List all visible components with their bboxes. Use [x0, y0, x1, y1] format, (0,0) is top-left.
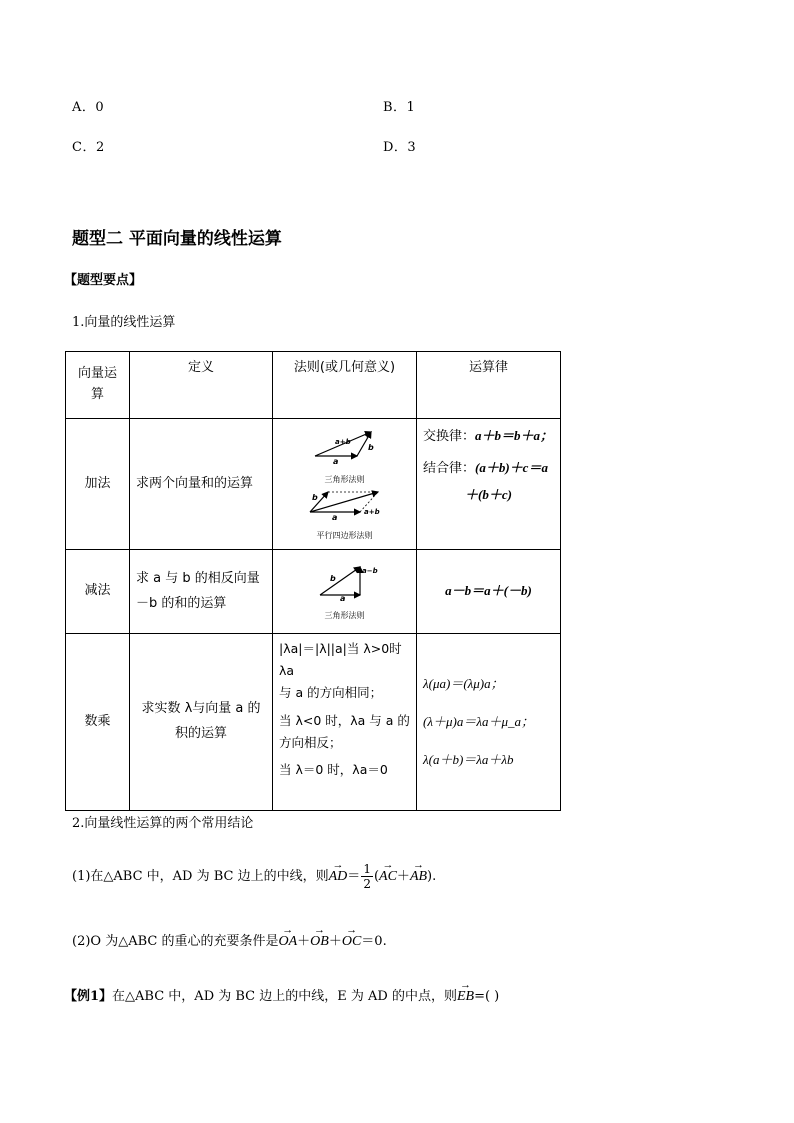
- open-paren: (: [373, 869, 380, 884]
- header-definition: 定义: [130, 352, 273, 419]
- linear-operations-table: [65, 351, 561, 811]
- table-header-row: [66, 352, 561, 419]
- vector-eb: → EB: [457, 989, 474, 1005]
- conclusion-1-text: (1)在△ABC 中，AD 为 BC 边上的中线，则: [72, 869, 329, 884]
- scalar-rule-3: 当 λ<0 时，λa 与 a 的: [279, 712, 410, 728]
- fig3-label-b: b: [329, 573, 336, 583]
- table-row-scalar: [66, 634, 561, 811]
- table-row-subtraction: [66, 550, 561, 634]
- plus-sign: ＋: [396, 869, 410, 884]
- key-points-label: 【题型要点】: [64, 273, 143, 288]
- scalar-laws: [417, 634, 561, 811]
- vector-oc: → OC: [342, 934, 361, 950]
- scalar-rule-5: 当 λ＝0 时，λa＝0: [279, 762, 388, 778]
- vector-ob: → OB: [310, 934, 329, 950]
- fig2-caption: 平行四边形法则: [316, 530, 373, 540]
- option-b: B．1: [383, 100, 416, 115]
- subtraction-definition-2: －b 的和的运算: [136, 595, 227, 611]
- item-1-title: 1.向量的线性运算: [72, 315, 176, 330]
- scalar-definition-1: 求实数 λ与向量 a 的: [141, 701, 261, 717]
- scalar-rule: [273, 634, 417, 811]
- vector-oa: → OA: [278, 934, 297, 950]
- section-title: 题型二 平面向量的线性运算: [72, 229, 282, 249]
- subtraction-definition: [130, 550, 273, 634]
- conclusion-2: [72, 930, 387, 950]
- scalar-law-2: (λ＋μ)a＝λa＋μ_a；: [423, 714, 534, 730]
- vector-ad: → AD: [329, 869, 348, 885]
- associative-law-1: (a＋b)＋c＝a: [475, 460, 548, 476]
- fig1-label-b: b: [367, 443, 374, 453]
- example-label: 【例1】: [64, 989, 113, 1004]
- parallelogram-rule-diagram: [302, 486, 388, 520]
- vector-ac: → AC: [379, 869, 397, 885]
- scalar-name: 数乘: [66, 634, 130, 811]
- fig1-label-sum: a+b: [334, 438, 351, 447]
- fig3-caption: 三角形法则: [324, 611, 365, 621]
- subtraction-definition-1: 求 a 与 b 的相反向量: [136, 570, 260, 586]
- fig3-label-diff: a−b: [361, 566, 378, 575]
- fraction-denominator: 2: [363, 877, 371, 891]
- associative-law-2: ＋(b＋c): [465, 486, 512, 502]
- scalar-rule-2: 与 a 的方向相同；: [279, 684, 383, 700]
- scalar-definition-2: 积的运算: [174, 726, 227, 741]
- option-d: D．3: [383, 140, 417, 155]
- option-a: A．0: [72, 100, 105, 115]
- subtraction-law: a－b＝a＋(－b): [417, 550, 561, 634]
- option-c: C．2: [72, 140, 105, 155]
- triangle-rule-diagram: [305, 426, 385, 464]
- subtraction-triangle-diagram: [310, 561, 380, 601]
- fig2-label-sum: a+b: [363, 508, 380, 516]
- scalar-rule-1: |λa|＝|λ||a|当 λ>0时λa: [279, 641, 402, 678]
- fig1-caption: 三角形法则: [324, 475, 365, 484]
- conclusion-2-text: (2)O 为△ABC 的重心的充要条件是: [72, 934, 279, 949]
- conclusions-title: 2.向量线性运算的两个常用结论: [72, 816, 254, 831]
- addition-figures: [273, 419, 417, 550]
- associative-label: 结合律：: [423, 461, 476, 477]
- commutative-label: 交换律：: [423, 429, 476, 444]
- subtraction-name: 减法: [66, 550, 130, 634]
- commutative-law: a＋b＝b＋a；: [475, 428, 554, 443]
- close-paren: ).: [427, 869, 437, 884]
- subtraction-figure: [273, 550, 417, 634]
- conclusion-1: [72, 862, 436, 891]
- fig3-label-a: a: [339, 593, 345, 601]
- equals-sign: ＝: [347, 869, 361, 884]
- addition-name: 加法: [66, 419, 130, 550]
- conclusion-2-suffix: ＝0.: [361, 934, 387, 949]
- fig1-label-a: a: [332, 457, 338, 465]
- plus-sign-2: ＋: [328, 934, 342, 949]
- plus-sign-1: ＋: [297, 934, 311, 949]
- fig2-label-a: a: [331, 513, 337, 520]
- header-law: 运算律: [417, 352, 561, 419]
- fraction-one-half: [361, 862, 373, 891]
- scalar-definition: [130, 634, 273, 811]
- vector-ab: → AB: [410, 869, 427, 885]
- addition-definition: 求两个向量和的运算: [130, 419, 273, 550]
- header-rule: 法则(或几何意义): [273, 352, 417, 419]
- addition-laws: [417, 419, 561, 550]
- fraction-numerator: 1: [363, 862, 371, 876]
- example-answer-blank: =( ): [474, 989, 500, 1004]
- header-operation: 向量运算: [66, 352, 130, 419]
- scalar-rule-4: 方向相反；: [279, 734, 342, 750]
- example-text: 在△ABC 中，AD 为 BC 边上的中线，E 为 AD 的中点，则: [112, 989, 457, 1004]
- table-row-addition: [66, 419, 561, 550]
- scalar-law-1: λ(μa)＝(λμ)a；: [423, 676, 504, 692]
- fig2-label-b: b: [311, 493, 318, 502]
- example-1: [64, 985, 499, 1005]
- scalar-law-3: λ(a＋b)＝λa＋λb: [423, 751, 514, 767]
